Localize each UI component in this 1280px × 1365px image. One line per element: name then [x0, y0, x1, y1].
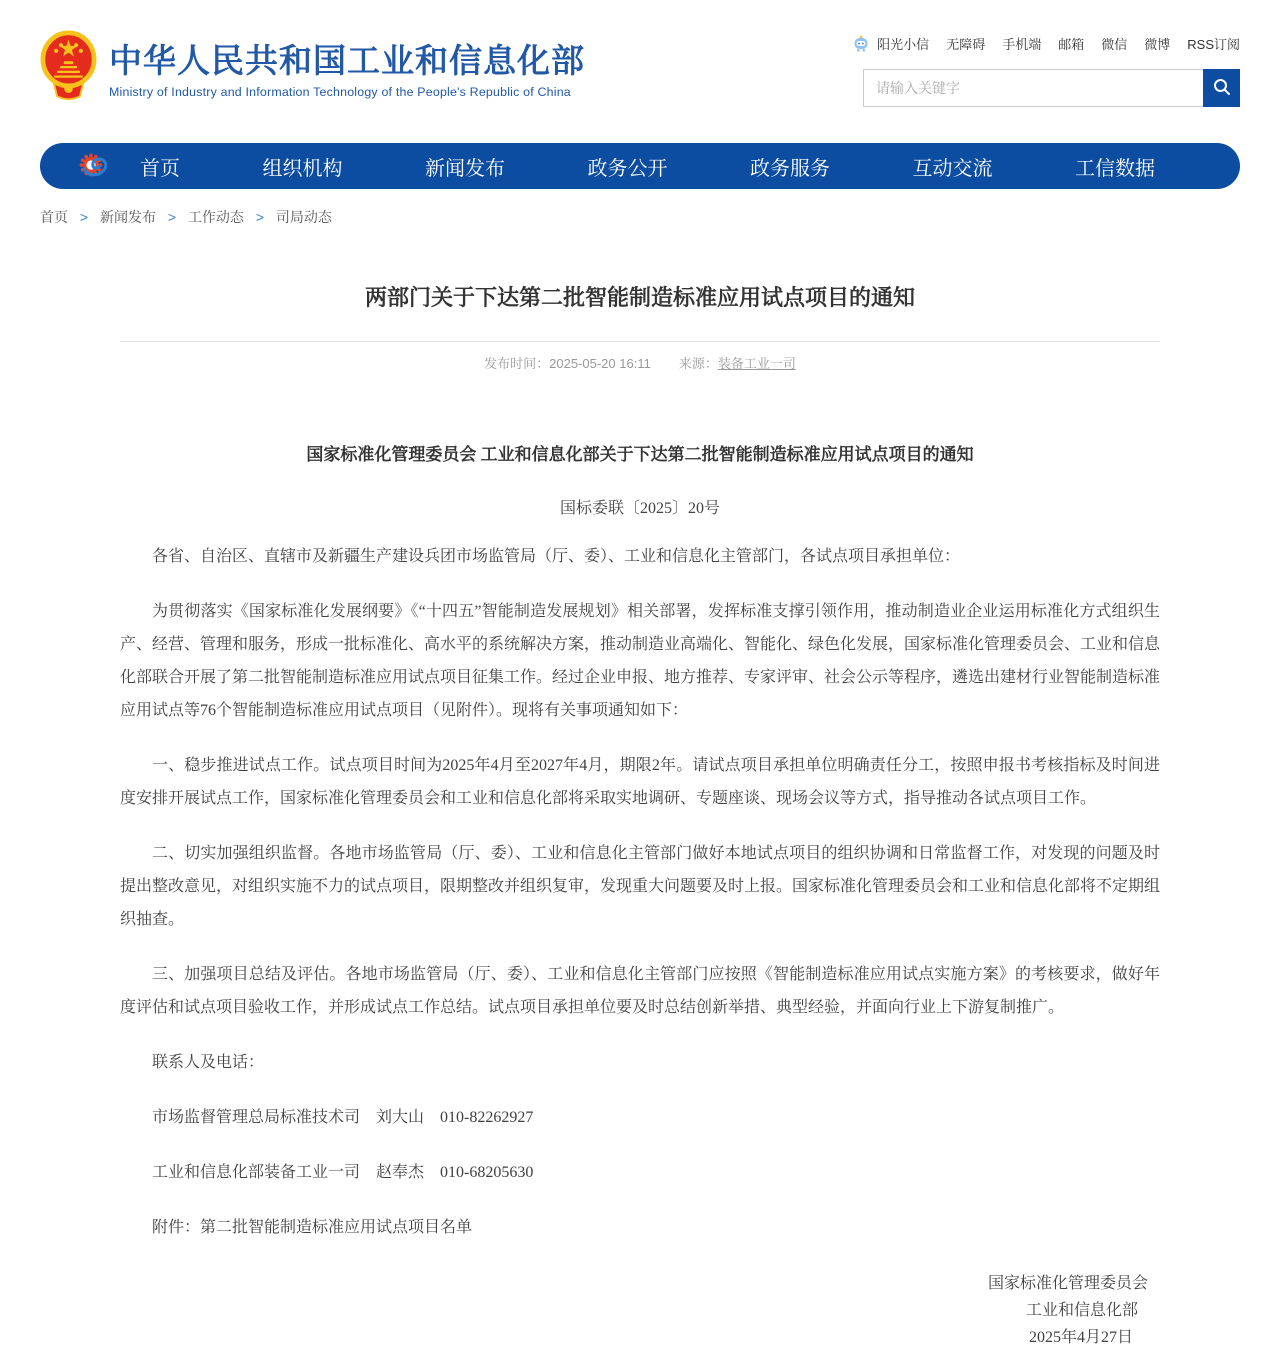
search-button[interactable]: [1203, 69, 1240, 107]
search-input[interactable]: [864, 70, 1203, 106]
quick-link[interactable]: 微博: [1144, 36, 1171, 52]
paragraph: 各省、自治区、直辖市及新疆生产建设兵团市场监管局（厅、委）、工业和信息化主管部门，各试点项目承担单位：: [152, 548, 961, 565]
paragraph: 附件：第二批智能制造标准应用试点项目名单: [152, 1219, 473, 1236]
paragraph: 工业和信息化部装备工业一司 赵奉杰 010-68205630: [152, 1164, 534, 1181]
quick-links-bar: [851, 32, 1240, 54]
breadcrumb-item: [188, 209, 276, 225]
source-label: 来源：: [678, 356, 718, 371]
signature-block: [120, 1270, 1160, 1351]
nav-item[interactable]: 工信数据: [1075, 157, 1155, 180]
site-header: [0, 0, 1280, 130]
quick-link[interactable]: 微信: [1101, 36, 1128, 52]
breadcrumb-separator: >: [255, 209, 265, 225]
article-title: 两部门关于下达第二批智能制造标准应用试点项目的通知: [364, 285, 915, 310]
document-title: 国家标准化管理委员会 工业和信息化部关于下达第二批智能制造标准应用试点项目的通知: [306, 445, 974, 464]
breadcrumb-link[interactable]: 首页: [40, 209, 68, 225]
signature-line: 2025年4月27日: [1028, 1329, 1133, 1346]
paragraph: 一、稳步推进试点工作。试点项目时间为2025年4月至2027年4月，期限2年。请试点项目承担单位明确责任分工，按照申报书考核指标及时间进度安排开展试点工作，国家标准化管理委员会和工业和信息化部将采取实地调研、专题座谈、现场会议等方式，指导推动各试点项目工作。: [120, 757, 1160, 807]
quick-link[interactable]: 手机端: [1002, 36, 1042, 52]
nav-item[interactable]: 互动交流: [912, 157, 993, 180]
quick-link[interactable]: 阳光小信: [877, 36, 930, 52]
publish-time-label: 发布时间：: [484, 356, 550, 371]
breadcrumb-separator: >: [167, 209, 177, 225]
nav-items: [140, 152, 1155, 181]
publish-time: 2025-05-20 16:11: [549, 356, 651, 371]
search-box: [863, 69, 1240, 107]
site-logo-home-link[interactable]: [40, 30, 585, 107]
title-divider: [120, 341, 1160, 342]
assistant-robot-icon[interactable]: [851, 33, 871, 53]
national-emblem-icon: [40, 30, 97, 107]
breadcrumb-link[interactable]: 司局动态: [275, 209, 332, 225]
breadcrumb-item: [100, 209, 188, 225]
site-title: 中华人民共和国工业和信息化部: [109, 41, 585, 79]
miit-gear-logo-icon: [78, 150, 110, 182]
quick-link[interactable]: 邮箱: [1058, 36, 1085, 52]
breadcrumb-link[interactable]: 工作动态: [187, 209, 244, 225]
nav-item[interactable]: 政务服务: [750, 157, 830, 180]
paragraph: 联系人及电话：: [152, 1054, 265, 1071]
paragraph: 三、加强项目总结及评估。各地市场监管局（厅、委）、工业和信息化主管部门应按照《智能制造标准应用试点实施方案》的考核要求，做好年度评估和试点项目验收工作，并形成试点工作总结。试点项目承担单位要及时总结创新举措、典型经验，并面向行业上下游复制推广。: [120, 966, 1160, 1016]
paragraph: 二、切实加强组织监督。各地市场监管局（厅、委）、工业和信息化主管部门做好本地试点项目的组织协调和日常监督工作，对发现的问题及时提出整改意见，对组织实施不力的试点项目，限期整改并组织复审，发现重大问题要及时上报。国家标准化管理委员会和工业和信息化部将不定期组织抽查。: [120, 845, 1161, 928]
nav-item[interactable]: 首页: [140, 157, 180, 180]
signature-line: 工业和信息化部: [1025, 1302, 1138, 1319]
quick-links-list: [877, 34, 1240, 53]
document-number: 国标委联〔2025〕20号: [559, 500, 720, 517]
breadcrumb-link[interactable]: 新闻发布: [99, 209, 156, 225]
search-icon: [1212, 77, 1232, 100]
breadcrumb: [40, 207, 1240, 227]
signature-line: 国家标准化管理委员会: [987, 1275, 1148, 1292]
article-meta: [120, 353, 1160, 372]
paragraph: 市场监督管理总局标准技术司 刘大山 010-82262927: [152, 1109, 534, 1126]
breadcrumb-item: [276, 209, 348, 225]
article-content: [120, 283, 1160, 1365]
source-link[interactable]: 装备工业一司: [717, 356, 796, 371]
quick-link[interactable]: 无障碍: [946, 36, 986, 52]
nav-item[interactable]: 组织机构: [262, 157, 343, 180]
document-body: [120, 442, 1160, 1351]
site-subtitle: Ministry of Industry and Information Technology of the People's Republic of China: [109, 84, 571, 99]
breadcrumb-separator: >: [79, 209, 89, 225]
breadcrumb-item: [40, 209, 100, 225]
nav-item[interactable]: 政务公开: [587, 157, 668, 180]
main-nav: [40, 143, 1240, 189]
quick-link[interactable]: RSS订阅: [1187, 36, 1240, 52]
paragraphs: [120, 540, 1160, 1244]
nav-item[interactable]: 新闻发布: [425, 157, 505, 180]
paragraph: 为贯彻落实《国家标准化发展纲要》《“十四五”智能制造发展规划》相关部署，发挥标准支撑引领作用，推动制造业企业运用标准化方式组织生产、经营、管理和服务，形成一批标准化、高水平的系统解决方案，推动制造业高端化、智能化、绿色化发展，国家标准化管理委员会、工业和信息化部联合开展了第二批智能制造标准应用试点项目征集工作。经过企业申报、地方推荐、专家评审、社会公示等程序，遴选出建材行业智能制造标准应用试点等76个智能制造标准应用试点项目（见附件）。现将有关事项通知如下：: [120, 603, 1161, 719]
